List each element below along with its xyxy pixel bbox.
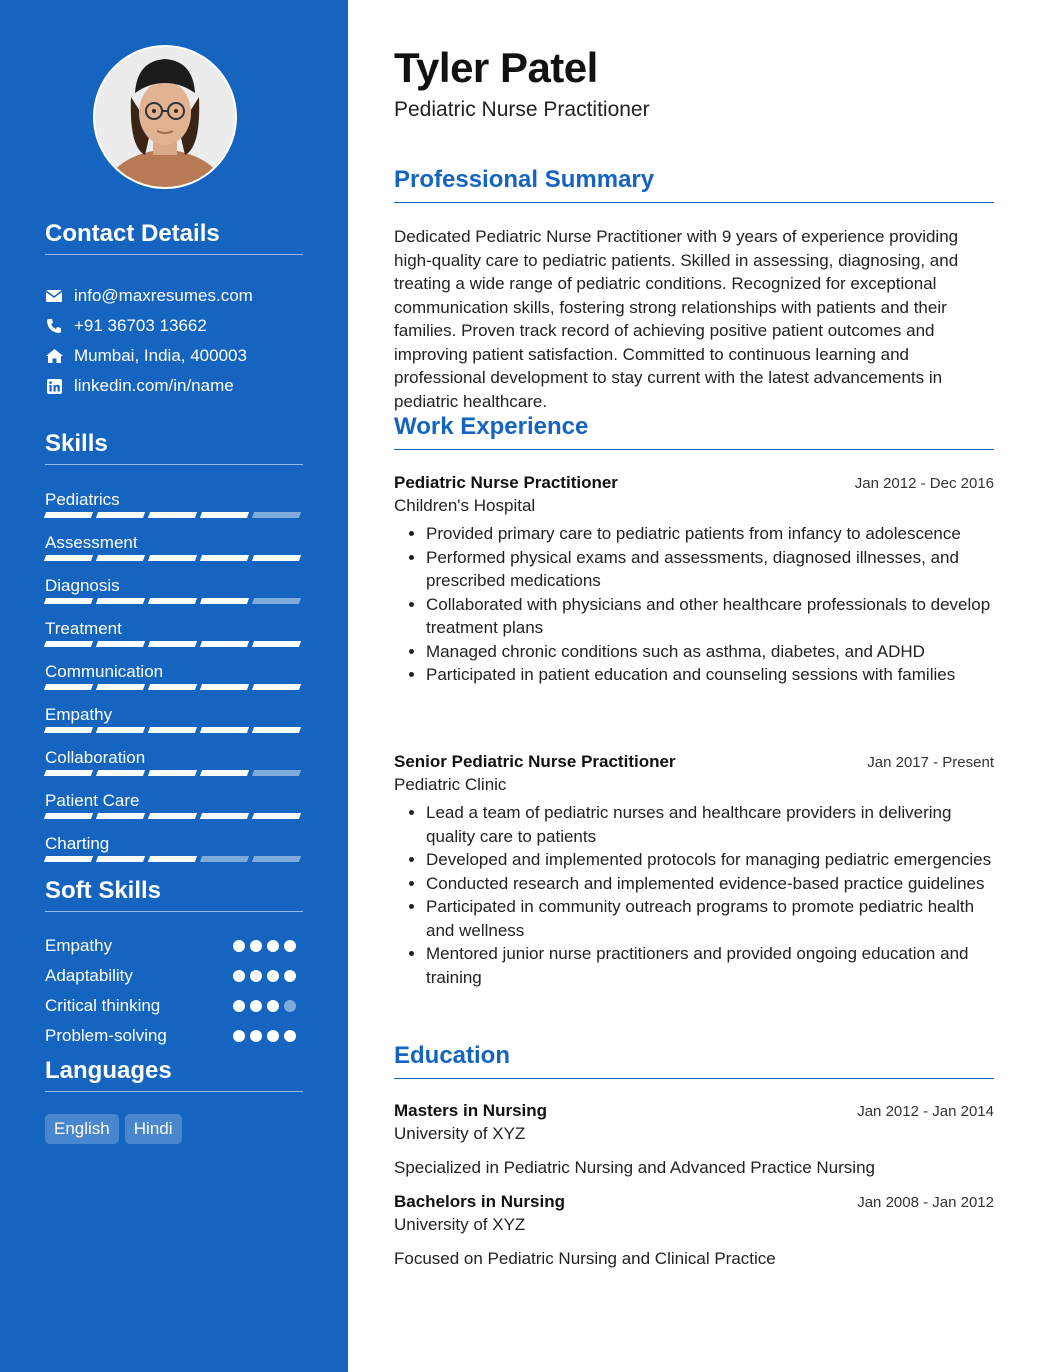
- skill-level-segment: [252, 856, 301, 862]
- experience-bullets: [394, 801, 994, 989]
- skill-level-segment: [44, 598, 93, 604]
- skill-level-segment: [148, 598, 197, 604]
- contact-email-text: info@maxresumes.com: [74, 286, 253, 305]
- experience-bullet: • Managed chronic conditions such as asthma, diabetes, and ADHD: [426, 640, 994, 664]
- linkedin-icon: [45, 377, 63, 395]
- experience-bullet: • Performed physical exams and assessments, diagnosed illnesses, and prescribed medications: [426, 546, 994, 593]
- experience-entry-1: [394, 473, 994, 687]
- summary-heading: Professional Summary: [394, 166, 994, 203]
- skill-name: Collaboration: [45, 748, 146, 767]
- skill-level-segment: [252, 684, 301, 690]
- experience-bullet: • Participated in patient education and counseling sessions with families: [426, 663, 994, 687]
- rating-dot: [233, 1030, 245, 1042]
- soft-skill-rating: [233, 970, 303, 982]
- experience-date: Jan 2017 - Present: [867, 754, 994, 771]
- soft-skill-name: Adaptability: [45, 966, 133, 985]
- rating-dot: [267, 1030, 279, 1042]
- soft-skill-item: [45, 991, 303, 1021]
- education-date: Jan 2008 - Jan 2012: [857, 1194, 994, 1211]
- summary-text: Dedicated Pediatric Nurse Practitioner with 9 years of experience providing high-quality care to pediatric patients. Skilled in assessing, diagnosing, and treating a wide range of pediatric conditions. Recognized for exceptional communication skills, fostering strong relationships with patients and their families. Proven track record of achieving positive patient outcomes and improving patient satisfaction. Committed to continuous learning and professional development to stay current with the latest advancements in pediatric healthcare.: [394, 227, 959, 411]
- soft-skill-name: Empathy: [45, 936, 113, 955]
- contact-address: [45, 341, 303, 371]
- skill-level-segment: [44, 684, 93, 690]
- skill-level-segment: [96, 555, 145, 561]
- rating-dot: [267, 940, 279, 952]
- skill-item: [45, 788, 303, 831]
- skill-level-segment: [200, 856, 249, 862]
- experience-entry-2: [394, 752, 994, 989]
- skill-item: [45, 573, 303, 616]
- contact-heading: Contact Details: [45, 220, 303, 255]
- skills-heading: Skills: [45, 430, 303, 465]
- experience-bullet: • Lead a team of pediatric nurses and healthcare providers in delivering quality care to patients: [426, 801, 994, 848]
- soft-skill-item: [45, 1021, 303, 1051]
- sidebar: [0, 0, 348, 1372]
- skill-level-segment: [200, 641, 249, 647]
- skill-level-segment: [252, 727, 301, 733]
- languages-list: [45, 1114, 303, 1144]
- skill-name: Communication: [45, 662, 164, 681]
- skill-level-segment: [96, 856, 145, 862]
- skill-name: Charting: [45, 834, 110, 853]
- skill-name: Pediatrics: [45, 490, 120, 509]
- skill-level-segment: [148, 727, 197, 733]
- skill-level-segment: [44, 512, 93, 518]
- skill-level-bars: [45, 727, 303, 733]
- skill-level-segment: [200, 512, 249, 518]
- skill-item: [45, 530, 303, 573]
- experience-heading: Work Experience: [394, 413, 994, 450]
- education-entry-2: [394, 1192, 994, 1269]
- experience-bullet: • Developed and implemented protocols for managing pediatric emergencies: [426, 848, 994, 872]
- language-tag: English: [45, 1114, 119, 1144]
- contact-phone[interactable]: [45, 311, 303, 341]
- skill-level-segment: [96, 641, 145, 647]
- skill-level-segment: [148, 641, 197, 647]
- skill-level-segment: [44, 813, 93, 819]
- skills-section: [45, 430, 303, 874]
- candidate-title: Pediatric Nurse Practitioner: [394, 98, 650, 121]
- skill-level-segment: [252, 813, 301, 819]
- education-school: University of XYZ: [394, 1215, 526, 1234]
- education-desc: Focused on Pediatric Nursing and Clinical Practice: [394, 1249, 776, 1268]
- rating-dot: [250, 1030, 262, 1042]
- skill-level-segment: [96, 770, 145, 776]
- education-desc: Specialized in Pediatric Nursing and Advanced Practice Nursing: [394, 1158, 875, 1177]
- skill-level-segment: [200, 598, 249, 604]
- skill-level-segment: [44, 555, 93, 561]
- skill-level-bars: [45, 641, 303, 647]
- skill-level-bars: [45, 684, 303, 690]
- skill-level-segment: [96, 684, 145, 690]
- contact-linkedin-text: linkedin.com/in/name: [74, 376, 234, 395]
- education-degree: Masters in Nursing: [394, 1101, 548, 1120]
- education-school: University of XYZ: [394, 1124, 526, 1143]
- soft-skill-item: [45, 961, 303, 991]
- skill-level-segment: [96, 813, 145, 819]
- skill-item: [45, 659, 303, 702]
- skill-item: [45, 702, 303, 745]
- envelope-icon: [45, 287, 63, 305]
- skill-level-segment: [200, 770, 249, 776]
- skill-level-segment: [148, 684, 197, 690]
- soft-skills-heading: Soft Skills: [45, 877, 303, 912]
- experience-org: Pediatric Clinic: [394, 775, 507, 794]
- skill-item: [45, 487, 303, 530]
- experience-role: Pediatric Nurse Practitioner: [394, 473, 618, 492]
- experience-role: Senior Pediatric Nurse Practitioner: [394, 752, 676, 771]
- rating-dot: [284, 970, 296, 982]
- skill-level-segment: [44, 641, 93, 647]
- experience-bullets: [394, 522, 994, 687]
- rating-dot: [267, 1000, 279, 1012]
- languages-section: [45, 1057, 303, 1144]
- skill-level-segment: [252, 770, 301, 776]
- contact-section: [45, 220, 303, 401]
- skill-name: Assessment: [45, 533, 138, 552]
- contact-phone-text: +91 36703 13662: [74, 316, 207, 335]
- education-heading: Education: [394, 1042, 994, 1079]
- rating-dot: [284, 1000, 296, 1012]
- skill-name: Patient Care: [45, 791, 140, 810]
- skill-level-segment: [148, 770, 197, 776]
- skill-name: Diagnosis: [45, 576, 120, 595]
- skill-level-segment: [200, 727, 249, 733]
- skill-level-segment: [148, 555, 197, 561]
- experience-bullet: • Mentored junior nurse practitioners and provided ongoing education and training: [426, 942, 994, 989]
- experience-bullet: • Participated in community outreach programs to promote pediatric health and wellness: [426, 895, 994, 942]
- skill-level-bars: [45, 555, 303, 561]
- rating-dot: [284, 1030, 296, 1042]
- avatar: [93, 45, 237, 189]
- soft-skills-section: [45, 877, 303, 1051]
- skill-item: [45, 745, 303, 788]
- skill-level-segment: [200, 684, 249, 690]
- skill-level-segment: [148, 856, 197, 862]
- skill-name: Treatment: [45, 619, 122, 638]
- experience-bullet: • Collaborated with physicians and other healthcare professionals to develop treatment plans: [426, 593, 994, 640]
- skill-level-segment: [44, 727, 93, 733]
- rating-dot: [233, 970, 245, 982]
- skill-level-segment: [200, 555, 249, 561]
- contact-linkedin[interactable]: [45, 371, 303, 401]
- rating-dot: [284, 940, 296, 952]
- rating-dot: [267, 970, 279, 982]
- experience-bullet: • Provided primary care to pediatric patients from infancy to adolescence: [426, 522, 994, 546]
- rating-dot: [233, 940, 245, 952]
- soft-skill-rating: [233, 1030, 303, 1042]
- skill-level-segment: [44, 856, 93, 862]
- soft-skill-name: Critical thinking: [45, 996, 161, 1015]
- skill-level-segment: [44, 770, 93, 776]
- rating-dot: [250, 970, 262, 982]
- skills-list: [45, 487, 303, 874]
- candidate-name: Tyler Patel: [394, 44, 598, 91]
- education-degree: Bachelors in Nursing: [394, 1192, 565, 1211]
- skill-level-bars: [45, 813, 303, 819]
- skill-level-segment: [96, 598, 145, 604]
- skill-level-segment: [148, 512, 197, 518]
- soft-skills-list: [45, 931, 303, 1051]
- experience-org: Children's Hospital: [394, 496, 536, 515]
- skill-level-segment: [252, 555, 301, 561]
- skill-level-segment: [148, 813, 197, 819]
- skill-item: [45, 831, 303, 874]
- rating-dot: [233, 1000, 245, 1012]
- skill-level-bars: [45, 512, 303, 518]
- soft-skill-item: [45, 931, 303, 961]
- contact-email[interactable]: [45, 281, 303, 311]
- experience-date: Jan 2012 - Dec 2016: [854, 475, 994, 492]
- skill-level-bars: [45, 856, 303, 862]
- rating-dot: [250, 940, 262, 952]
- skill-level-segment: [252, 641, 301, 647]
- skill-level-segment: [96, 727, 145, 733]
- profile-photo: [95, 47, 235, 187]
- education-date: Jan 2012 - Jan 2014: [857, 1103, 994, 1120]
- contact-address-text: Mumbai, India, 400003: [74, 346, 247, 365]
- skill-level-segment: [200, 813, 249, 819]
- soft-skill-name: Problem-solving: [45, 1026, 167, 1045]
- phone-icon: [45, 317, 63, 335]
- skill-level-segment: [252, 598, 301, 604]
- skill-level-segment: [252, 512, 301, 518]
- language-tag: Hindi: [125, 1114, 182, 1144]
- skill-level-bars: [45, 770, 303, 776]
- skill-name: Empathy: [45, 705, 113, 724]
- soft-skill-rating: [233, 940, 303, 952]
- rating-dot: [250, 1000, 262, 1012]
- education-entry-1: [394, 1101, 994, 1178]
- languages-heading: Languages: [45, 1057, 303, 1092]
- soft-skill-rating: [233, 1000, 303, 1012]
- skill-level-segment: [96, 512, 145, 518]
- experience-bullet: • Conducted research and implemented evidence-based practice guidelines: [426, 872, 994, 896]
- skill-item: [45, 616, 303, 659]
- home-icon: [45, 347, 63, 365]
- skill-level-bars: [45, 598, 303, 604]
